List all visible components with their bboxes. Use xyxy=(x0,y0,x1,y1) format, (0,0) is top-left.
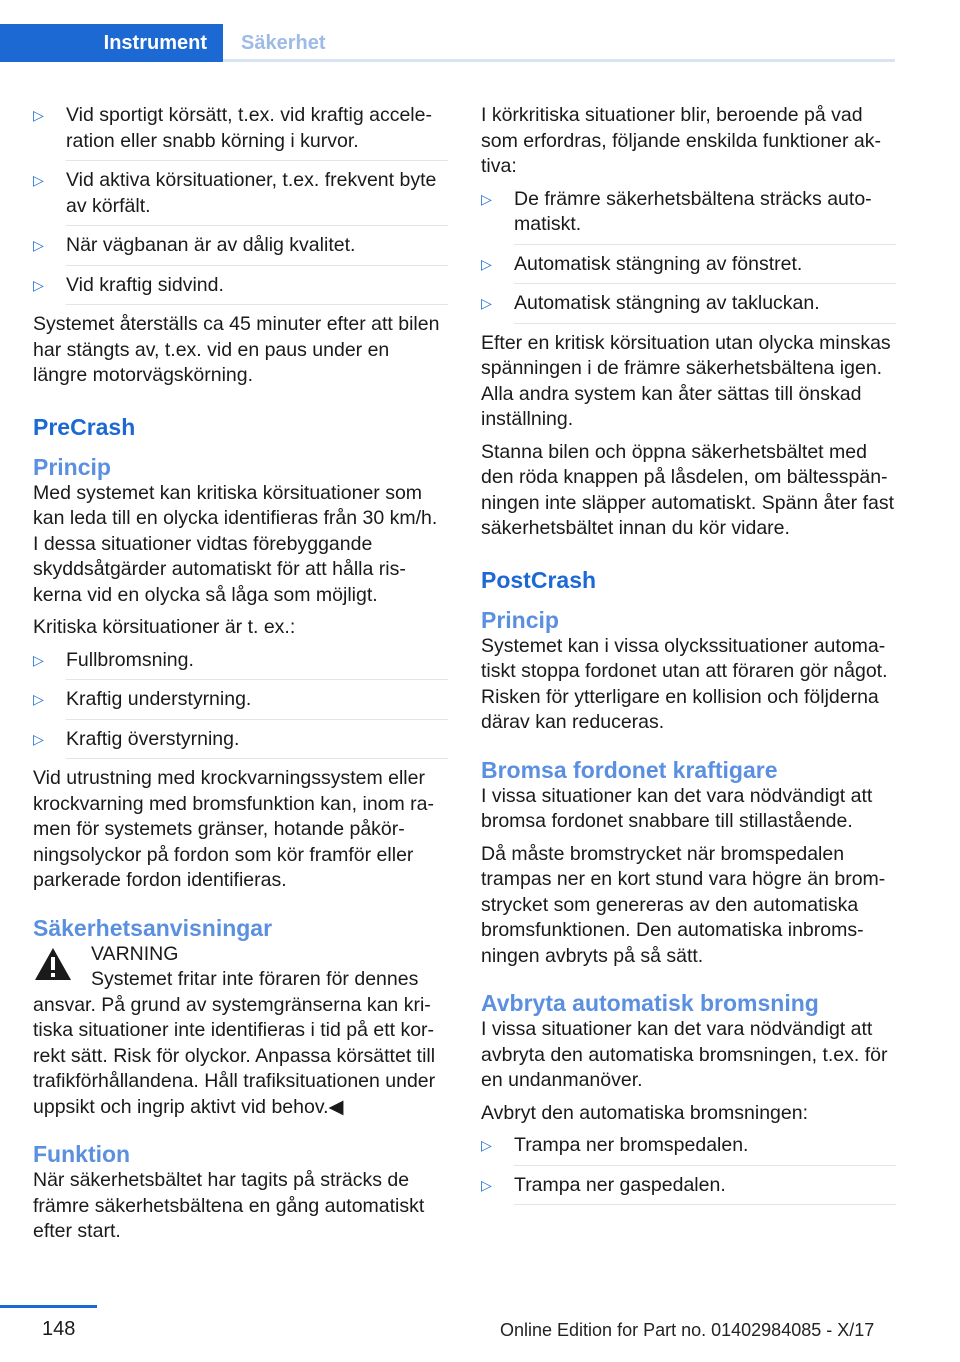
warning-first-line: Systemet fritar inte föraren för dennes xyxy=(91,968,419,990)
warning-title: VARNING xyxy=(91,942,179,965)
triangle-bullet-icon: ▷ xyxy=(33,276,44,293)
footer-accent-line xyxy=(0,1305,97,1308)
triangle-bullet-icon: ▷ xyxy=(481,255,492,272)
paragraph: I vissa situationer kan det vara nödvändigt att avbryta den automatiska bromsningen, t.ex. för en undanmanöver. xyxy=(481,1018,888,1091)
subheading-princip: Princip xyxy=(481,606,559,633)
tab-sakerhet[interactable]: Säkerhet xyxy=(241,32,326,54)
list-item: ▷ Vid aktiva körsituationer, t.ex. frekvent byte av körfält. xyxy=(33,168,448,226)
list-item: ▷ Vid sportigt körsätt, t.ex. vid kraftig acceleration eller snabb körning i kurvor. xyxy=(33,103,448,161)
list-item: ▷ Kraftig understyrning. xyxy=(33,687,448,720)
triangle-bullet-icon: ▷ xyxy=(33,107,44,123)
left-column xyxy=(33,103,448,1252)
warning-triangle-icon xyxy=(33,946,73,982)
paragraph: Efter en kritisk körsituation utan olycka minskas spänningen i de främre säkerhetsbältena igen. Alla andra system kan åter sättas till önskad inställning. xyxy=(481,331,891,430)
subheading-sakerhetsanvisningar: Säkerhetsanvisningar xyxy=(33,914,273,941)
right-column xyxy=(481,103,896,1212)
page-number: 148 xyxy=(42,1318,76,1340)
list-item: ▷ Trampa ner gaspedalen. xyxy=(481,1173,896,1206)
triangle-bullet-icon: ▷ xyxy=(481,295,492,311)
paragraph: Med systemet kan kritiska körsituationer som kan leda till en olycka identifieras från 30 km/h. I dessa situationer vidtas förebyggande skyddsåtgärder automatiskt för att hålla riskerna vid en olycka så låga som möjligt. xyxy=(33,481,438,606)
triangle-bullet-icon: ▷ xyxy=(481,190,492,207)
paragraph: Då måste bromstrycket när bromspedalen trampas ner en kort stund vara högre än bromstrycket som genereras av den automatiska bromsfunktionen. Den automatiska inbromsningen avbryts på så sätt. xyxy=(481,842,886,967)
subheading-princip: Princip xyxy=(33,453,111,480)
subheading-avbryta: Avbryta automatisk bromsning xyxy=(481,990,819,1016)
triangle-bullet-icon: ▷ xyxy=(33,172,44,188)
edition-text: Online Edition for Part no. 01402984085 - X/17 xyxy=(500,1320,875,1340)
list-item: ▷ Kraftig överstyrning. xyxy=(33,727,448,760)
warning-block xyxy=(33,942,448,1121)
subheading-bromsa: Bromsa fordonet kraftigare xyxy=(481,756,778,783)
list-item: ▷ Automatisk stängning av takluckan. xyxy=(481,291,896,324)
paragraph: Systemet kan i vissa olyckssituationer automatiskt stoppa fordonet utan att föraren gör något. Risken för ytterligare en kollision och följderna därav kan reduceras. xyxy=(481,634,888,733)
triangle-bullet-icon: ▷ xyxy=(33,691,44,707)
section-heading-postcrash: PostCrash xyxy=(481,566,597,593)
list-item: ▷ När vägbanan är av dålig kvalitet. xyxy=(33,233,448,266)
paragraph: Stanna bilen och öppna säkerhetsbältet med den röda knappen på låsdelen, om bältesspänningen inte släpper automatiskt. Spänn åter fast säkerhetsbältet innan du kör vidare. xyxy=(481,440,895,539)
list-item: ▷ Automatisk stängning av fönstret. xyxy=(481,252,896,285)
tab-instrument[interactable]: Instrument xyxy=(0,24,223,62)
paragraph: Systemet återställs ca 45 minuter efter att bilen har stängts av, t.ex. vid en paus under en längre motorvägskörning. xyxy=(33,313,440,386)
paragraph: I körkritiska situationer blir, beroende på vad som erfordras, följande enskilda funktioner aktiva: xyxy=(481,104,881,177)
list-item: ▷ Fullbromsning. xyxy=(33,648,448,681)
tab-underline xyxy=(223,59,895,62)
paragraph: Kritiska körsituationer är t. ex.: xyxy=(33,616,296,638)
paragraph: I vissa situationer kan det vara nödvändigt att bromsa fordonet snabbare till stillastående. xyxy=(481,784,873,832)
list-item: ▷ Trampa ner bromspedalen. xyxy=(481,1133,896,1166)
triangle-bullet-icon: ▷ xyxy=(33,730,44,747)
list-item: ▷ Vid kraftig sidvind. xyxy=(33,273,448,306)
paragraph: När säkerhetsbältet har tagits på sträcks de främre säkerhetsbältena en gång automatiskt efter start. xyxy=(33,1169,425,1242)
paragraph: Vid utrustning med krockvarningssystem eller krockvarning med bromsfunktion kan, inom ramen för systemets gränser, hotande påkörningsolyckor på fordon som kör framför eller parkerade fordon identifieras. xyxy=(33,767,435,891)
section-heading-precrash: PreCrash xyxy=(33,413,136,440)
warning-text: ansvar. På grund av systemgränserna kan kritiska situationer inte identifieras i tid på ett korrekt sätt. Risk för olyckor. Anpassa körsättet till trafikförhållandena. Håll trafiksituationen under uppsikt och ingrip aktivt vid behov.◀ xyxy=(33,993,436,1118)
triangle-bullet-icon: ▷ xyxy=(33,651,44,668)
header-tabs xyxy=(0,24,895,62)
triangle-bullet-icon: ▷ xyxy=(481,1176,492,1193)
subheading-funktion: Funktion xyxy=(33,1141,131,1167)
triangle-bullet-icon: ▷ xyxy=(33,237,44,253)
list-item: ▷ De främre säkerhetsbältena sträcks automatiskt. xyxy=(481,187,896,245)
paragraph: Avbryt den automatiska bromsningen: xyxy=(481,1101,808,1124)
triangle-bullet-icon: ▷ xyxy=(481,1137,492,1153)
